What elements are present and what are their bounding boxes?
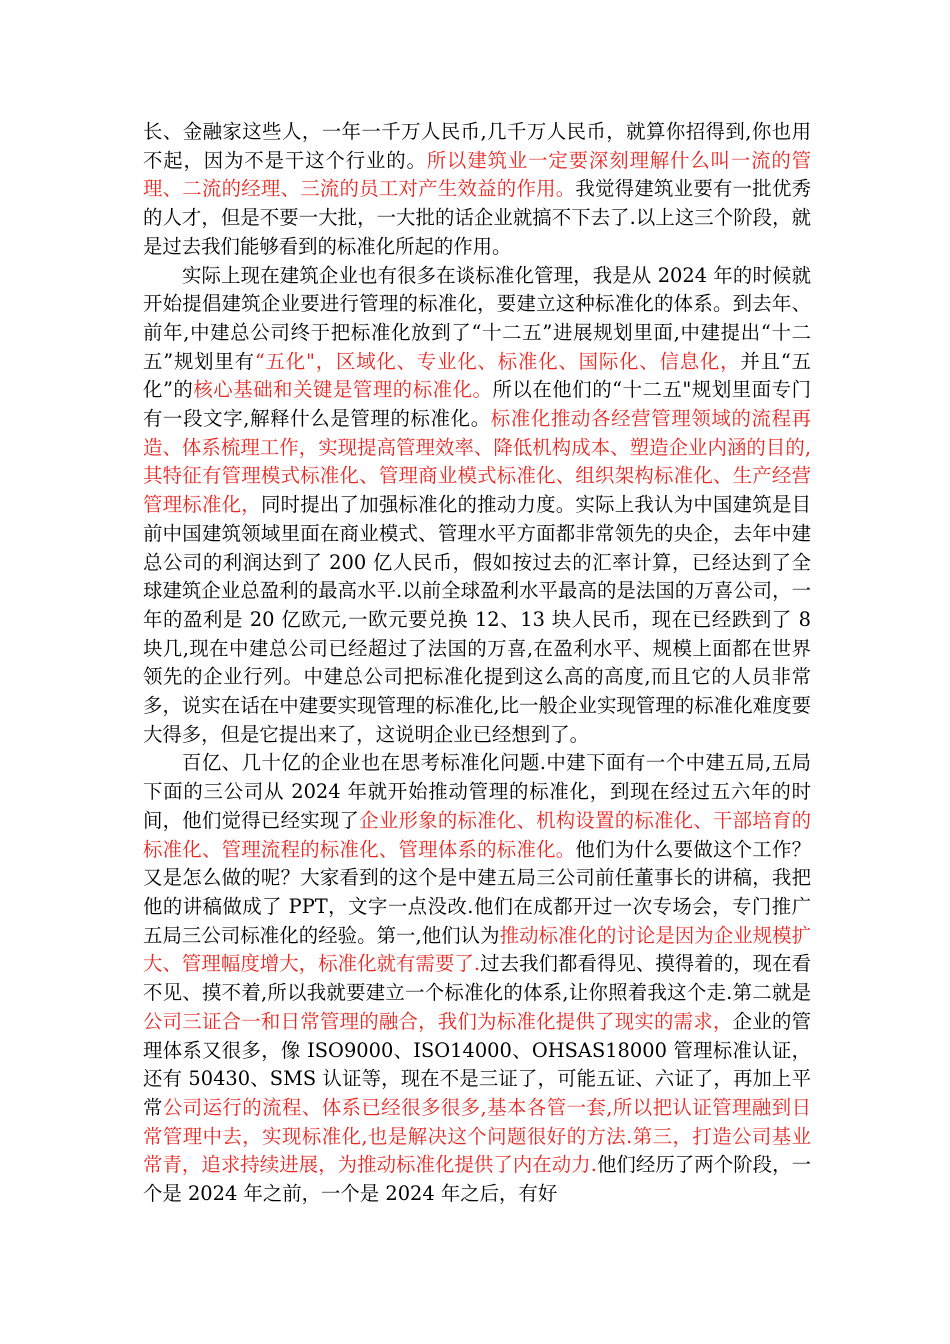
text-segment: 我觉得建筑业要有一批优秀的人才，但是不要一大批，一大批的话企业就搞不下去了.以上这三个阶段，就是过去我们能够看到的标准化所起的作用。 <box>143 177 811 258</box>
document-body <box>143 118 811 1209</box>
text-segment: 他们为什么要做这个工作？又是怎么做的呢？大家看到的这个是中建五局三公司前任董事长的讲稿，我把他的讲稿做成了 PPT，文字一点没改.他们在成都开过一次专场会，专门推广五局三公司标准化的经验。第一,他们认为 <box>143 837 811 947</box>
text-segment: 并且“五化”的 <box>143 349 811 402</box>
text-segment: 实际上现在建筑企业也有很多在谈标准化管理，我是从 2024 年的时候就开始提倡建筑企业要进行管理的标准化，要建立这种标准化的体系。到去年、前年,中建总公司终于把标准化放到了“十二五”进展规划里面,中建提出“十二五”规划里有 <box>143 263 811 373</box>
highlighted-text-segment: 企业形象的标准化、机构设置的标准化、干部培育的标准化、管理流程的标准化、管理体系的标准化。 <box>143 808 811 861</box>
text-segment: 同时提出了加强标准化的推动力度。实际上我认为中国建筑是目前中国建筑领域里面在商业模式、管理水平方面都非常领先的央企，去年中建总公司的利润达到了 200 亿人民币，假如按过去的汇率计算，已经达到了全球建筑企业总盈利的最高水平.以前全球盈利水平最高的是法国的万喜公司，一年的盈利是 20 亿欧元,一欧元要兑换 12、13 块人民币，现在已经跌到了 8 块几,现在中建总公司已经超过了法国的万喜,在盈利水平、规模上面都在世界领先的企业行列。中建总公司把标准化提到这么高的高度,而且它的人员非常多，说实在话在中建要实现管理的标准化,比一般企业实现管理的标准化难度要大得多，但是它提出来了，这说明企业已经想到了。 <box>143 493 812 746</box>
paragraph-2 <box>143 262 811 750</box>
text-segment: 长、金融家这些人，一年一千万人民币,几千万人民币，就算你招得到,你也用不起，因为不是干这个行业的。 <box>143 120 811 172</box>
text-segment: 过去我们都看得见、摸得着的，现在看不见、摸不着,所以我就要建立一个标准化的体系,让你照着我这个走.第二就是 <box>143 952 811 1005</box>
highlighted-text-segment: “五化"，区域化、专业化、标准化、国际化、信息化， <box>254 349 741 373</box>
text-segment: 他们经历了两个阶段，一个是 2024 年之前，一个是 2024 年之后，有好 <box>143 1153 811 1206</box>
text-segment: 所以在他们的“十二五"规划里面专门有一段文字,解释什么是管理的标准化。 <box>143 378 811 431</box>
highlighted-text-segment: 公司三证合一和日常管理的融合，我们为标准化提供了现实的需求， <box>143 1009 733 1033</box>
highlighted-text-segment: 所以建筑业一定要深刻理解什么叫一流的管理、二流的经理、三流的员工对产生效益的作用。 <box>143 148 812 201</box>
paragraph-3 <box>143 749 811 1208</box>
highlighted-text-segment: 推动标准化的讨论是因为企业规模扩大、管理幅度增大，标准化就有需要了. <box>143 923 811 976</box>
highlighted-text-segment: 标准化推动各经营管理领域的流程再造、体系梳理工作，实现提高管理效率、降低机构成本、塑造企业内涵的目的,其特征有管理模式标准化、管理商业模式标准化、组织架构标准化、生产经营管理标准化， <box>143 407 812 517</box>
text-segment: 百亿、几十亿的企业也在思考标准化问题.中建下面有一个中建五局,五局下面的三公司从 2024 年就开始推动管理的标准化，到现在经过五六年的时间，他们觉得已经实现了 <box>143 751 811 832</box>
highlighted-text-segment: 公司运行的流程、体系已经很多很多,基本各管一套,所以把认证管理融到日常管理中去，实现标准化,也是解决这个问题很好的方法.第三，打造公司基业常青，追求持续进展，为推动标准化提供了内在动力. <box>143 1095 812 1177</box>
highlighted-text-segment: 核心基础和关键是管理的标准化。 <box>193 378 493 402</box>
text-segment: 企业的管理体系又很多，像 ISO9000、ISO14000、OHSAS18000 管理标准认证，还有 50430、SMS 认证等，现在不是三证了，可能五证、六证了，再加上平常 <box>143 1009 812 1119</box>
paragraph-1 <box>143 118 811 262</box>
